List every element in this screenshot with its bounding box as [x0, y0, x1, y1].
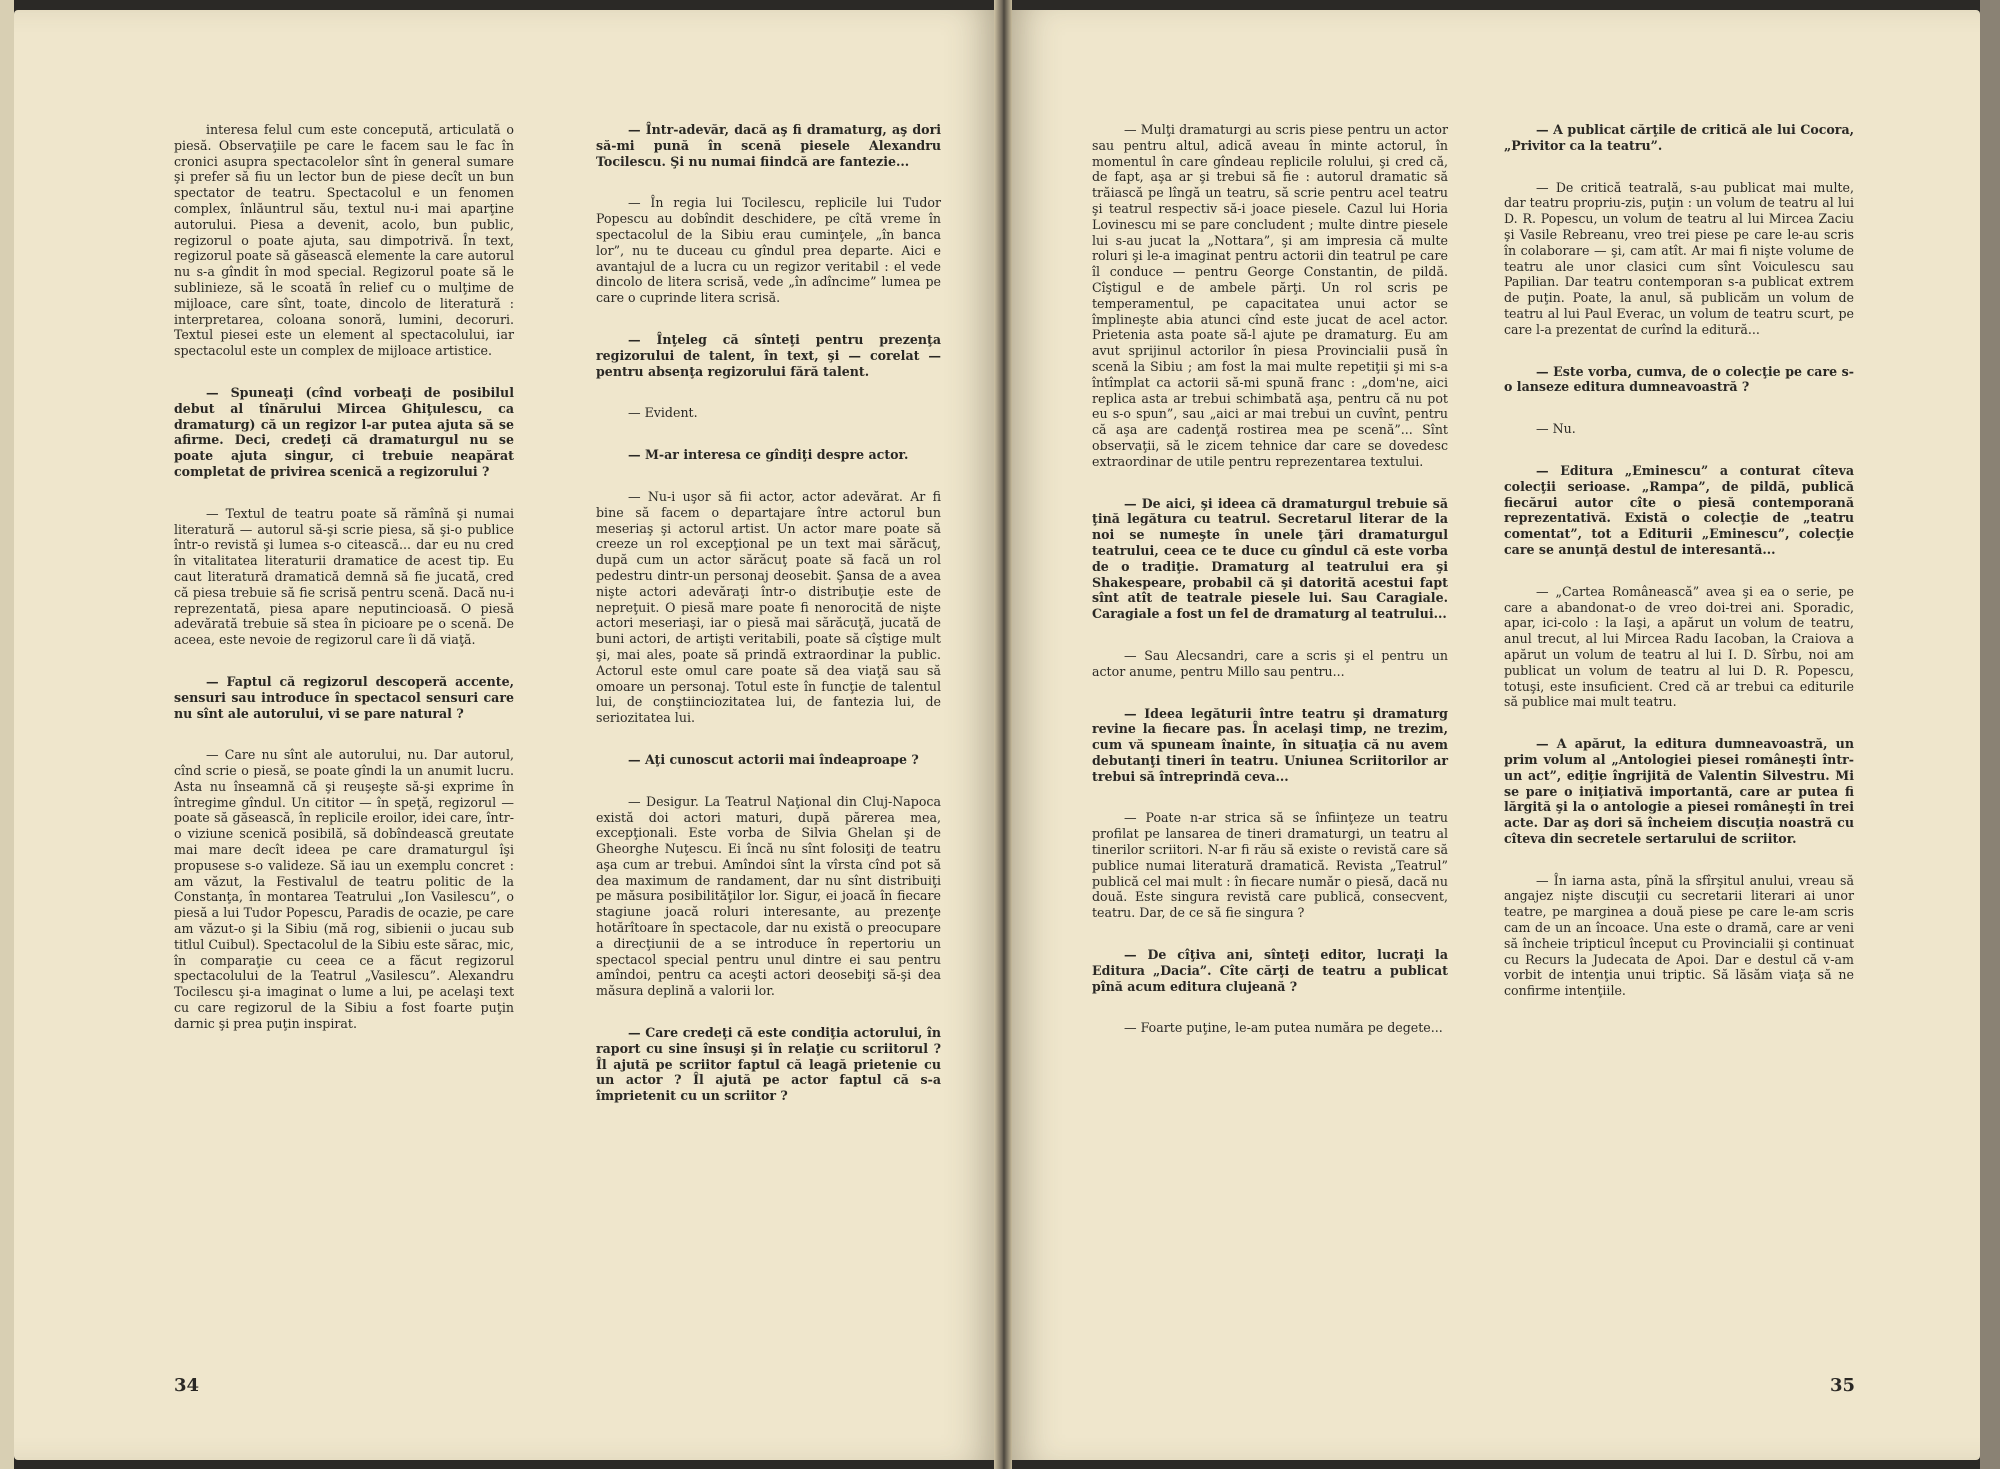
interview-answer: — În iarna asta, pînă la sfîrşitul anului, vreau să angajez nişte discuţii cu secretarii literari ai unor teatre, pe marginea a două piese pe care le-am scris cam de un an încoace. Una este o dramă, care ar veni să încheie tripticul început cu Provincialii şi continuat cu Recurs la Judecata de Apoi. Dar e destul că v-am vorbit de intenţia unui triptic. Să lăsăm viaţa să ne confirme intenţiile. — [1504, 872, 1854, 999]
interviewer-question: — De cîţiva ani, sînteţi editor, lucraţi la Editura „Dacia”. Cîte cărţi de teatru a publicat pînă acum editura clujeană ? — [1092, 947, 1448, 994]
left-page — [14, 10, 994, 1460]
interviewer-question: — A publicat cărţile de critică ale lui Cocora, „Privitor ca la teatru”. — [1504, 122, 1854, 153]
left-column-2 — [596, 122, 941, 1130]
interview-answer: — În regia lui Tocilescu, replicile lui Tudor Popescu au dobîndit deschidere, pe cîtă vreme în spectacolul de la Sibiu erau cuminţele, „în banca lor”, nu te duceau cu gîndul prea departe. Aici e avantajul de a lucra cu un regizor veritabil : el vede dincolo de litera scrisă, vede „în adîncime” lumea pe care o cuprinde litera scrisă. — [596, 195, 941, 306]
interview-answer: interesa felul cum este concepută, articulată o piesă. Observaţiile pe care le facem sau le fac în cronici asupra spectacolelor sînt în general sumare şi prefer să fiu un lector bun de piese decît un bun spectator de teatru. Spectacolul e un fenomen complex, înlăuntrul său, textul nu-i mai aparţine autorului. Piesa a devenit, acolo, bun public, regizorul o poate ajuta, sau dimpotrivă. În text, regizorul poate să găsească elemente la care autorul nu s-a gîndit în mod special. Regizorul poate să le sublinieze, să le scoată în relief cu o mulţime de mijloace, care sînt, toate, dincolo de literatură : interpretarea, coloana sonoră, lumini, decoruri. Textul piesei este un element al spectacolului, iar spectacolul este un complex de mijloace artistice. — [174, 122, 514, 359]
interviewer-question: — Editura „Eminescu” a conturat cîteva colecţii serioase. „Rampa”, de pildă, publică fiecărui autor cîte o piesă contemporană reprezentativă. Există o colecţie de „teatru comentat”, tot a Editurii „Eminescu”, colecţie care se anunţă destul de interesantă... — [1504, 462, 1854, 557]
left-column-1 — [174, 122, 514, 1058]
interview-answer: — Nu. — [1536, 421, 1576, 437]
book-spine — [994, 0, 1012, 1469]
right-edge — [1980, 0, 2000, 1469]
interviewer-question: — Spuneaţi (cînd vorbeaţi de posibilul debut al tînărului Mircea Ghiţulescu, ca dramaturg) că un regizor l-ar putea ajuta să se afirme. Deci, credeţi că dramaturgul nu se poate ajuta singur, ci trebuie neapărat completat de privirea scenică a regizorului ? — [174, 384, 514, 479]
interviewer-question: — De aici, şi ideea că dramaturgul trebuie să ţină legătura cu teatrul. Secretarul literar de la noi se numeşte în unele ţări dramaturgul teatrului, ceea ce te duce cu gîndul că este vorba de o tradiţie. Dramaturg al teatrului era şi Shakespeare, probabil că şi datorită acestui fapt sînt atît de teatrale piesele lui. Sau Caragiale. Caragiale a fost un fel de dramaturg al teatrului... — [1092, 495, 1448, 622]
interviewer-question: — M-ar interesa ce gîndiţi despre actor. — [628, 447, 909, 463]
interviewer-question: — Înţeleg că sînteţi pentru prezenţa regizorului de talent, în text, şi — corelat — pentru absenţa regizorului fără talent. — [596, 331, 941, 379]
interviewer-question: — Este vorba, cumva, de o colecţie pe care s-o lanseze editura dumneavoastră ? — [1504, 363, 1854, 395]
right-column-2 — [1504, 122, 1854, 1025]
interviewer-question: — A apărut, la editura dumneavoastră, un prim volum al „Antologiei piesei româneşti într-un act”, ediţie îngrijită de Valentin Silvestru. Mi se pare o iniţiativă importantă, care ar putea fi lărgită şi la o antologie a piesei româneşti în trei acte. Dar aş dori să încheiem discuţia noastră cu cîteva din secretele sertarului de scriitor. — [1504, 736, 1854, 846]
interview-answer: — Foarte puţine, le-am putea număra pe degete... — [1124, 1020, 1443, 1036]
interviewer-question: — Care credeţi că este condiţia actorului, în raport cu sine însuşi şi în relaţie cu scriitorul ? Îl ajută pe scriitor faptul că leagă prietenie cu un actor ? Îl ajută pe actor faptul că s-a împrietenit cu un scriitor ? — [596, 1025, 941, 1104]
right-page — [1012, 10, 1980, 1460]
interview-answer: — „Cartea Românească” avea şi ea o serie, pe care a abandonat-o de vreo doi-trei ani. Sporadic, apar, ici-colo : la Iaşi, a apărut un volum de teatru, anul trecut, al lui Mircea Radu Iacoban, la Craiova a apărut un volum de teatru al lui I. D. Sîrbu, noi am publicat un volum de teatru al lui D. R. Popescu, totuşi, este insuficient. Cred că ar trebui ca editurile să publice mai mult teatru. — [1504, 583, 1854, 710]
interview-answer: — Nu-i uşor să fii actor, actor adevărat. Ar fi bine să facem o departajare între actorul bun meseriaş şi actorul artist. Un actor mare poate să creeze un rol excepţional pe un text mai sărăcuţ, după cum un actor sărăcuţ poate să facă un rol pedestru dintr-un personaj deosebit. Şansa de a avea nişte actori adevăraţi într-o distribuţie este de nepreţuit. O piesă mare poate fi nenorocită de nişte actori meseriaşi, iar o piesă mai sărăcuţă, jucată de buni actori, de artişti veritabili, poate să cîştige mult şi, mai ales, poate să prindă extraordinar la public. Actorul este omul care poate să dea viaţă sau să omoare un personaj. Totul este în funcţie de talentul lui, de conştiinciozitatea lui, de fantezia lui, de seriozitatea lui. — [596, 488, 941, 726]
interview-answer: — De critică teatrală, s-au publicat mai multe, dar teatru propriu-zis, puţin : un volum de teatru al lui D. R. Popescu, un volum de teatru al lui Mircea Zaciu şi Vasile Rebreanu, vreo trei piese pe care le-au scris în colaborare — şi, cam atît. Ar mai fi nişte volume de teatru ale unor clasici cum sînt Voiculescu sau Papilian. Dar teatru contemporan s-a publicat extrem de puţin. Poate, la anul, să publicăm un volum de teatru al lui Paul Everac, un volum de teatru scurt, pe care l-a prezentat de curînd la editură... — [1504, 179, 1854, 337]
left-edge — [0, 0, 14, 1469]
page-number-left: 34 — [174, 1375, 200, 1396]
right-column-1 — [1092, 122, 1448, 1062]
interviewer-question: — Într-adevăr, dacă aş fi dramaturg, aş dori să-mi pună în scenă piesele Alexandru Tocilescu. Şi nu numai fiindcă are fantezie... — [596, 122, 941, 169]
interview-answer: — Evident. — [628, 405, 698, 421]
interview-answer: — Textul de teatru poate să rămînă şi numai literatură — autorul să-şi scrie piesa, să şi-o publice într-o revistă şi lumea s-o citească... dar eu nu cred în vitalitatea literaturii dramatice de acest tip. Eu caut literatură dramatică demnă să fie jucată, cred că piesa trebuie să fie scrisă pentru scenă. Dacă nu-i reprezentată, piesa apare neputincioasă. O piesă adevărată trebuie să stea în picioare pe o scenă. De aceea, este nevoie de regizorul care îi dă viaţă. — [174, 505, 514, 648]
interviewer-question: — Ideea legăturii între teatru şi dramaturg revine la fiecare pas. În acelaşi timp, ne trezim, cum vă spuneam înainte, în situaţia că nu avem debutanţi tineri în teatru. Uniunea Scriitorilor ar trebui să întreprindă ceva... — [1092, 705, 1448, 784]
interviewer-question: — Aţi cunoscut actorii mai îndeaproape ? — [628, 751, 919, 767]
interview-answer: — Sau Alecsandri, care a scris şi el pentru un actor anume, pentru Millo sau pentru... — [1092, 647, 1448, 679]
interview-answer: — Desigur. La Teatrul Naţional din Cluj-Napoca există doi actori maturi, după părerea mea, excepţionali. Este vorba de Silvia Ghelan şi de Gheorghe Nuţescu. Ei încă nu sînt folosiţi de teatru aşa cum ar trebui. Amîndoi sînt la vîrsta cînd pot să dea maximum de randament, dar nu sînt distribuiţi pe măsura posibilităţilor lor. Sigur, ei joacă în fiecare stagiune joacă roluri interesante, au prezenţe hotărîtoare în spectacole, dar nu există o preocupare a direcţiunii de a se introduce în repertoriu un spectacol special pentru unul dintre ei sau pentru amîndoi, pentru ca aceşti actori deosebiţi să-şi dea măsura deplină a valorii lor. — [596, 793, 941, 999]
interview-answer: — Mulţi dramaturgi au scris piese pentru un actor sau pentru altul, adică aveau în minte actorul, în momentul în care gîndeau replicile rolului, şi cred că, de fapt, aşa ar şi trebui să fie : autorul dramatic să trăiască pe lîngă un teatru, să scrie pentru acel teatru şi teatrul respectiv să-i joace piesele. Cazul lui Horia Lovinescu mi se pare concludent ; multe dintre piesele lui s-au jucat la „Nottara”, şi am impresia că multe roluri şi le-a imaginat pentru actorii din teatrul pe care îl conduce — pentru George Constantin, de pildă. Cîştigul e de ambele părţi. Un rol scris pe temperamentul, pe capacitatea unui actor se împlineşte abia atunci cînd este jucat de acel actor. Prietenia asta poate să-l ajute pe dramaturg. Eu am avut sprijinul actorilor în piesa Provincialii pusă în scenă la Sibiu ; am fost la mai multe repetiţii şi mi s-a întîmplat ca actorii să-mi spună franc : „dom'ne, aici replica asta ar trebui schimbată aşa, pentru că nu pot eu s-o spun”, sau „aici ar mai trebui un cuvînt, pentru că aşa are cadenţă rostirea mea pe scenă”... Sînt observaţii, să le zicem tehnice dar care se dovedesc extraordinar de utile pentru reprezentarea textului. — [1092, 122, 1448, 469]
page-number-right: 35 — [1830, 1375, 1856, 1396]
interview-answer: — Poate n-ar strica să se înfiinţeze un teatru profilat pe lansarea de tineri dramaturgi, un teatru al tinerilor scriitori. N-ar fi rău să existe o revistă care să publice numai literatură dramatică. Revista „Teatrul” publică cel mai mult : în fiecare număr o piesă, dacă nu două. Este singura revistă care publică, consecvent, teatru. Dar, de ce să fie singura ? — [1092, 810, 1448, 921]
interviewer-question: — Faptul că regizorul descoperă accente, sensuri sau introduce în spectacol sensuri care nu sînt ale autorului, vi se pare natural ? — [174, 673, 514, 721]
interview-answer: — Care nu sînt ale autorului, nu. Dar autorul, cînd scrie o piesă, se poate gîndi la un anumit lucru. Asta nu înseamnă că şi reuşeşte să-şi exprime în întregime gîndul. Un cititor — în speţă, regizorul — poate să găsească, în replicile eroilor, idei care, într-o viziune scenică posibilă, să dobîndească greutate mai mare decît ideea pe care dramaturgul îşi propusese s-o valideze. Să iau un exemplu concret : am văzut, la Festivalul de teatru politic de la Constanţa, în montarea Teatrului „Ion Vasilescu”, o piesă a lui Tudor Popescu, Paradis de ocazie, pe care am văzut-o şi la Sibiu (mă rog, sibienii o jucau sub titlul Cuibul). Spectacolul de la Sibiu este sărac, mic, în comparaţie cu ceea ce a făcut regizorul spectacolului de la Teatrul „Vasilescu”. Alexandru Tocilescu şi-a imaginat o lume a lui, pe acelaşi text cu care regizorul de la Sibiu a fost foarte puţin darnic şi prea puţin inspirat. — [174, 747, 514, 1031]
